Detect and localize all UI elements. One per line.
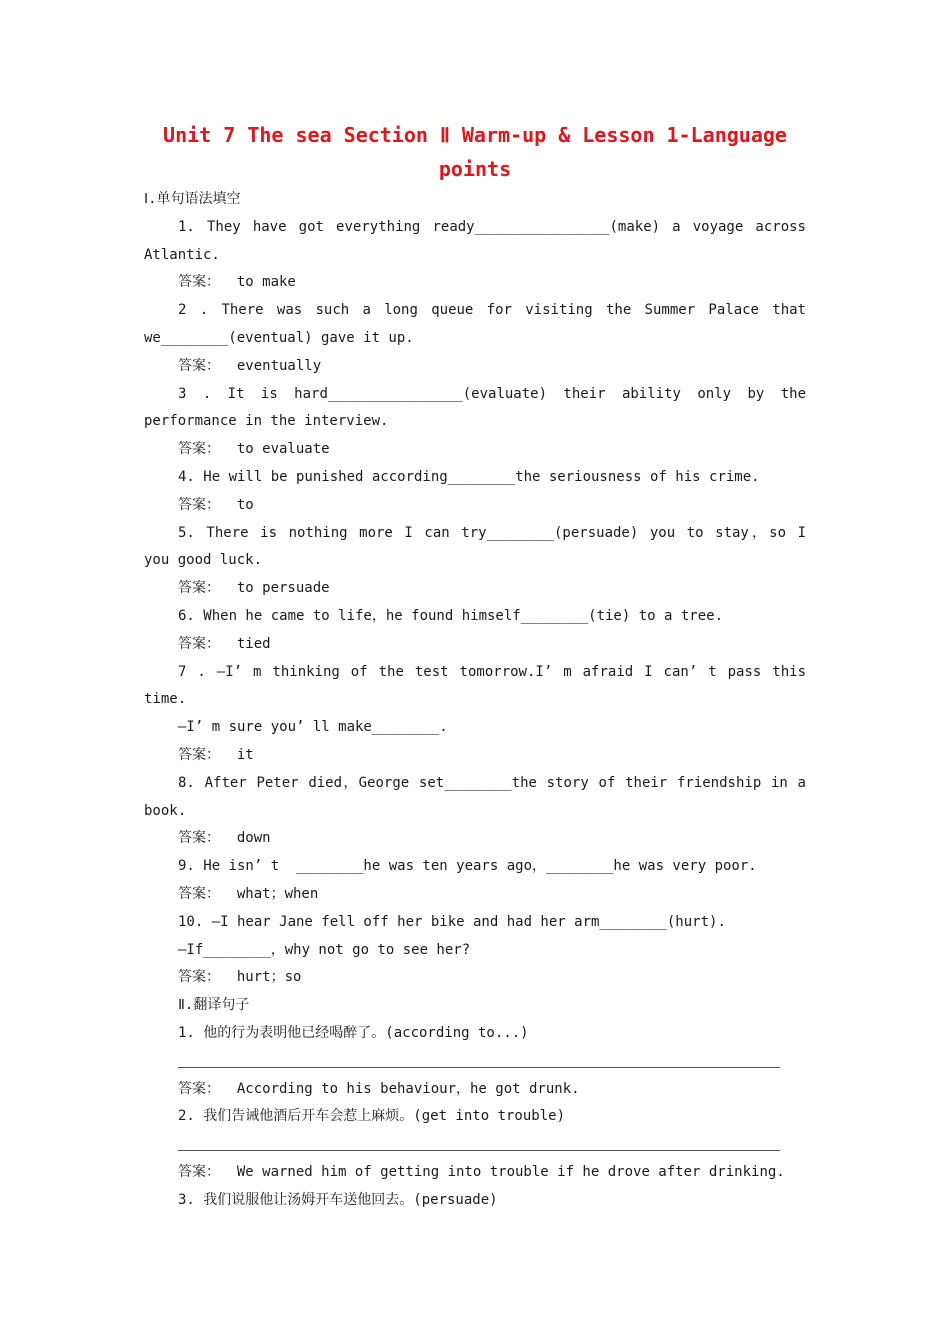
title-line-1: Unit 7 The sea Section Ⅱ Warm-up & Lesson 1-Language: [163, 123, 787, 147]
answer-7: [144, 742, 806, 770]
answer-label: 答案：: [178, 830, 220, 847]
answer-label: 答案：: [178, 885, 220, 902]
answer-label: 答案：: [178, 496, 220, 513]
translation-answer-2: [144, 1159, 806, 1187]
answer-blank-line: [144, 1131, 806, 1159]
document-title: [150, 118, 800, 186]
answer-2: [144, 353, 806, 381]
question-3-line-1: 3 . It is hard________________(evaluate) their ability only by the: [178, 385, 806, 402]
question-5-line-2: you good luck.: [144, 552, 263, 569]
answer-text: to evaluate: [236, 441, 330, 458]
answer-text: it: [236, 746, 254, 763]
answer-label: 答案：: [178, 274, 220, 291]
question-7-line-3: —I’ m sure you’ ll make________.: [178, 719, 448, 736]
question-1-line-1: 1. They have got everything ready________________(make) a voyage across: [178, 218, 806, 235]
answer-label: 答案：: [178, 441, 220, 458]
answer-label: 答案：: [178, 969, 220, 986]
question-10-line-2: —If________，why not go to see her?: [178, 941, 471, 958]
answer-5: [144, 575, 806, 603]
answer-label: 答案：: [178, 1163, 220, 1180]
answer-1: [144, 269, 806, 297]
answer-4: [144, 492, 806, 520]
question-7-line-2: time.: [144, 691, 187, 708]
section-heading-2: Ⅱ.翻译句子: [178, 997, 250, 1014]
answer-text: to persuade: [236, 580, 330, 597]
answer-text: down: [236, 830, 271, 847]
question-8-line-1: 8. After Peter died，George set________the story of their friendship in a: [178, 774, 806, 791]
answer-8: [144, 825, 806, 853]
exercise-content: [144, 186, 806, 1214]
question-1-line-2: Atlantic.: [144, 246, 220, 263]
answer-blank-line: [144, 1048, 806, 1076]
answer-text: to: [236, 496, 254, 513]
answer-text: what；when: [236, 885, 319, 902]
question-7-line-1: 7 . —I’ m thinking of the test tomorrow.I’ m afraid I can’ t pass this: [178, 663, 806, 680]
answer-text: eventually: [236, 357, 322, 374]
translation-2: 2. 我们告诫他酒后开车会惹上麻烦。(get into trouble): [178, 1108, 566, 1125]
question-9: 9. He isn’ t ________he was ten years ago，________he was very poor.: [178, 858, 757, 875]
question-2-line-1: 2 . There was such a long queue for visiting the Summer Palace that: [178, 302, 806, 319]
question-2-line-2: we________(eventual) gave it up.: [144, 329, 414, 346]
question-3-line-2: performance in the interview.: [144, 413, 389, 430]
answer-text: to make: [236, 274, 296, 291]
answer-6: [144, 631, 806, 659]
question-8-line-2: book.: [144, 802, 187, 819]
question-4: 4. He will be punished according________the seriousness of his crime.: [178, 468, 760, 485]
answer-text: hurt；so: [236, 969, 302, 986]
question-10-line-1: 10. —I hear Jane fell off her bike and had her arm________(hurt).: [178, 913, 726, 930]
answer-9: [144, 881, 806, 909]
answer-label: 答案：: [178, 635, 220, 652]
answer-label: 答案：: [178, 1080, 220, 1097]
translation-3: 3. 我们说服他让汤姆开车送他回去。(persuade): [178, 1191, 498, 1208]
answer-3: [144, 436, 806, 464]
question-6: 6. When he came to life，he found himself________(tie) to a tree.: [178, 607, 724, 624]
question-5-line-1: 5. There is nothing more I can try________(persuade) you to stay，so I: [178, 524, 806, 541]
answer-label: 答案：: [178, 746, 220, 763]
translation-answer-1: [144, 1076, 806, 1104]
translation-1: 1. 他的行为表明他已经喝醉了。(according to...): [178, 1024, 529, 1041]
answer-label: 答案：: [178, 357, 220, 374]
section-heading-1: Ⅰ.单句语法填空: [144, 191, 241, 207]
answer-label: 答案：: [178, 580, 220, 597]
answer-text: According to his behaviour，he got drunk.: [236, 1080, 580, 1097]
title-line-2: points: [438, 157, 512, 181]
answer-10: [144, 964, 806, 992]
answer-text: tied: [236, 635, 271, 652]
answer-text: We warned him of getting into trouble if he drove after drinking.: [236, 1163, 785, 1180]
